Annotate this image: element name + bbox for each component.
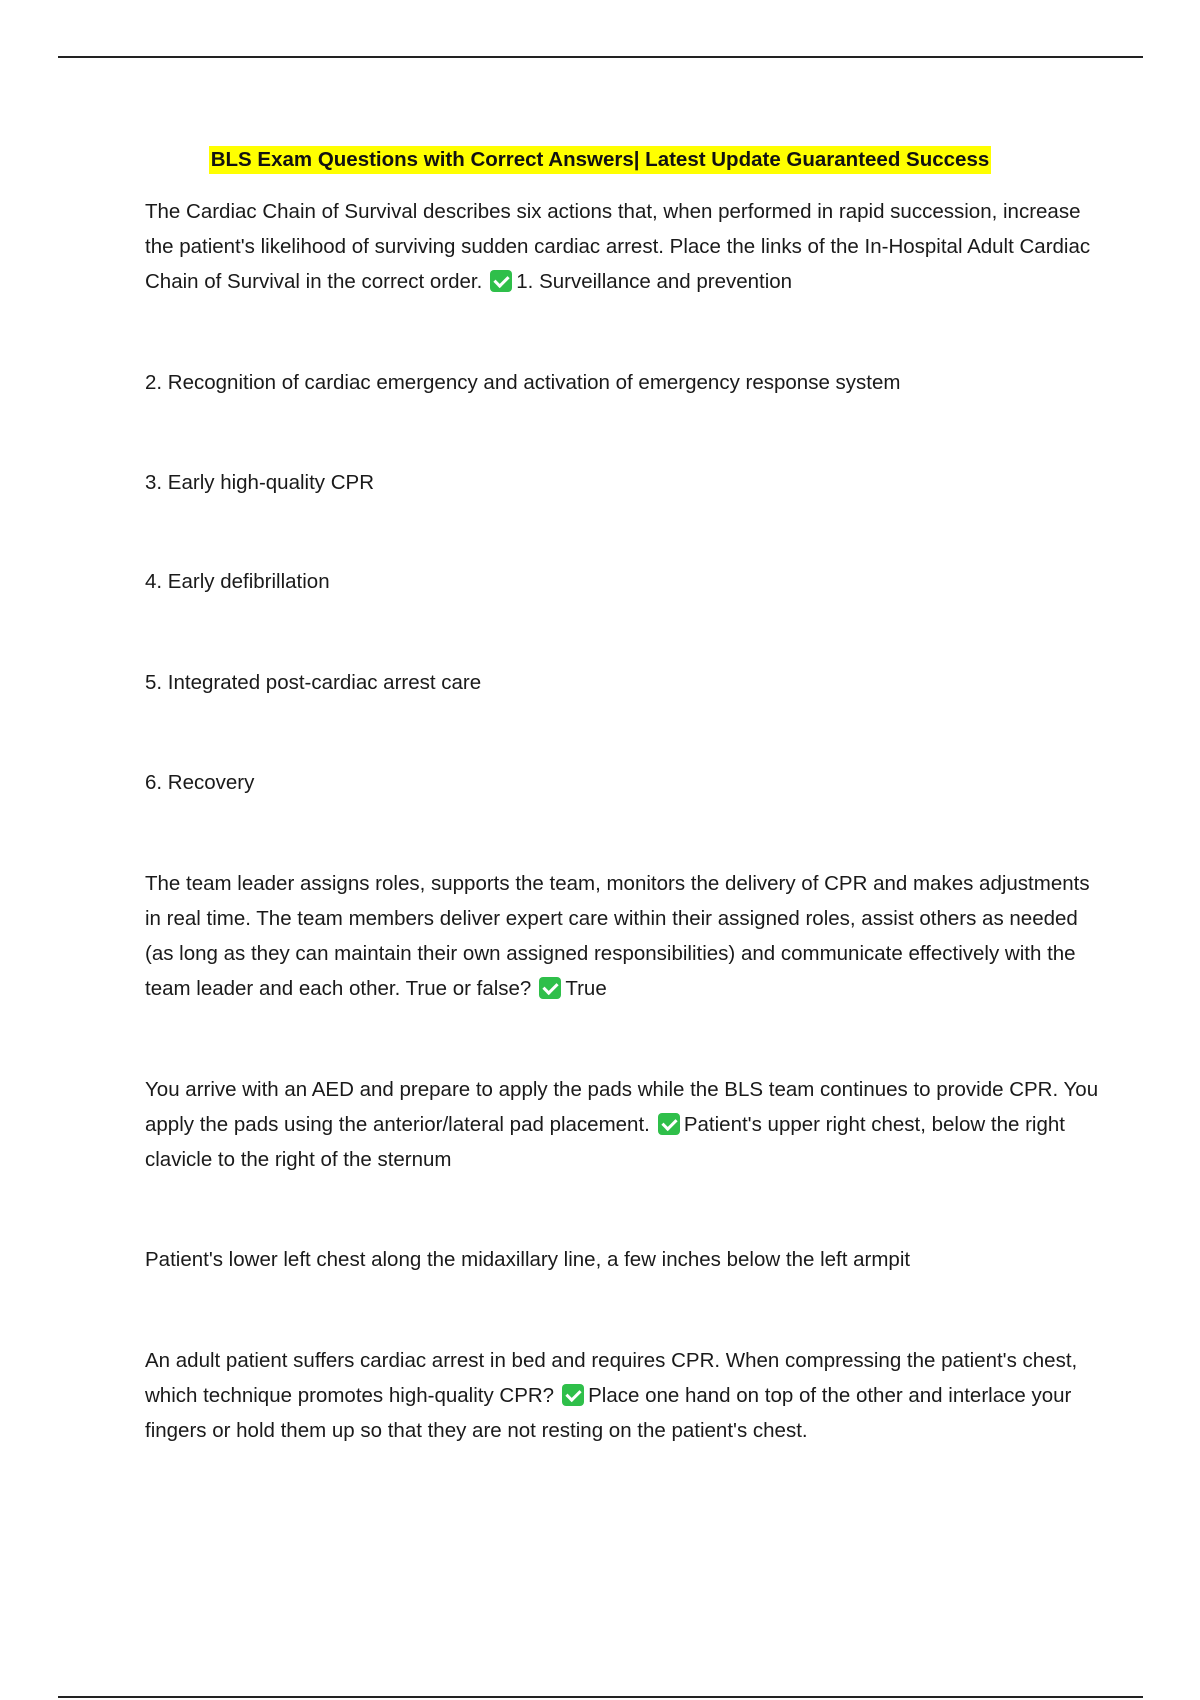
chain-step-3: 3. Early high-quality CPR xyxy=(145,471,375,494)
check-mark-icon xyxy=(539,977,561,999)
question-3-answer: Patient's upper right chest, below the right clavicle to the right of the sternum xyxy=(145,1113,1065,1171)
question-4-text: An adult patient suffers cardiac arrest in bed and requires CPR. When compressing the patient's chest, which technique promotes high-quality CPR? xyxy=(145,1349,1078,1407)
question-4 xyxy=(145,1343,1105,1448)
question-3-continuation: Patient's lower left chest along the midaxillary line, a few inches below the left armpit xyxy=(145,1248,911,1271)
check-mark-icon xyxy=(562,1384,584,1406)
chain-step-4: 4. Early defibrillation xyxy=(145,570,330,593)
check-mark-icon xyxy=(658,1113,680,1135)
question-2-answer: True xyxy=(565,977,607,1000)
question-1-text: The Cardiac Chain of Survival describes six actions that, when performed in rapid succession, increase the patient's likelihood of surviving sudden cardiac arrest. Place the links of the In-Hospital Adult Cardiac Chain of Survival in the correct order. xyxy=(145,200,1091,293)
question-1-answer: 1. Surveillance and prevention xyxy=(516,270,793,293)
header-rule xyxy=(58,56,1143,58)
chain-step-5: 5. Integrated post-cardiac arrest care xyxy=(145,671,482,694)
question-1 xyxy=(145,194,1105,299)
footer-rule xyxy=(58,1696,1143,1698)
check-mark-icon xyxy=(490,270,512,292)
question-2 xyxy=(145,866,1105,1006)
chain-step-2: 2. Recognition of cardiac emergency and activation of emergency response system xyxy=(145,371,901,394)
question-3-text: You arrive with an AED and prepare to apply the pads while the BLS team continues to provide CPR. You apply the pads using the anterior/lateral pad placement. xyxy=(145,1078,1099,1136)
title-container xyxy=(0,146,1200,174)
question-4-answer: Place one hand on top of the other and interlace your fingers or hold them up so that they are not resting on the patient's chest. xyxy=(145,1384,1072,1442)
chain-step-6: 6. Recovery xyxy=(145,771,255,794)
document-title: BLS Exam Questions with Correct Answers| Latest Update Guaranteed Success xyxy=(209,146,992,174)
question-3 xyxy=(145,1072,1105,1177)
question-2-text: The team leader assigns roles, supports the team, monitors the delivery of CPR and makes adjustments in real time. The team members deliver expert care within their assigned roles, assist others as needed (as long as they can maintain their own assigned responsibilities) and communicate effectively with the team leader and each other. True or false? xyxy=(145,872,1090,1000)
